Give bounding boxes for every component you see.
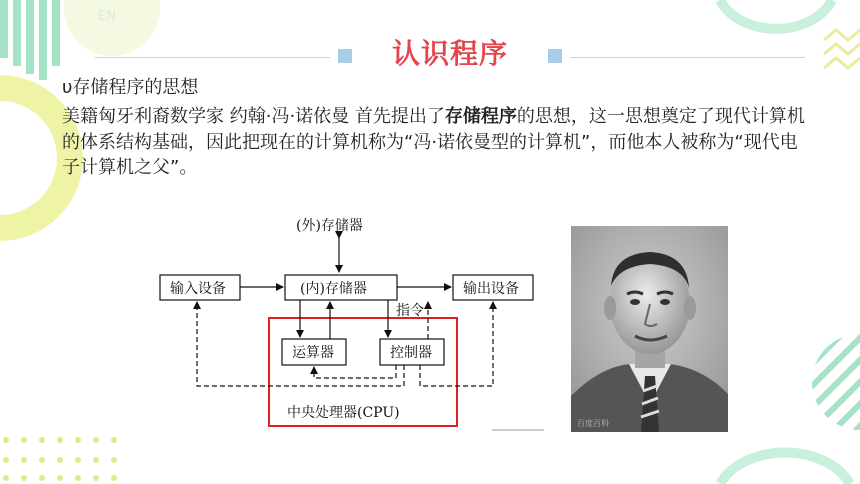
- slide-title: 认识程序: [391, 37, 508, 70]
- photo-watermark: 百度百科: [577, 419, 609, 428]
- body-paragraph: [62, 104, 810, 181]
- cpu-label: 中央处理器(CPU): [287, 405, 400, 421]
- yellow-ring-decoration: [0, 88, 70, 228]
- green-ring-decoration: [720, 0, 832, 29]
- title-right-line: [570, 57, 805, 58]
- instruction-label: 指令: [396, 303, 424, 319]
- dots-decoration: [3, 437, 117, 481]
- controller-label: 控制器: [390, 345, 432, 361]
- green-stripes-decoration: [0, 0, 60, 80]
- von-neumann-diagram: [152, 208, 552, 434]
- bottom-arc-decoration: [720, 453, 850, 484]
- external-storage-label: (外)存储器: [296, 218, 363, 234]
- portrait-photo: [571, 226, 728, 432]
- watermark-text: EN: [98, 9, 116, 24]
- body-text-suffix: 的思想，这一思想奠定了现代计算机的体系结构基础，因此把现在的计算机称为“冯·诺依曼型的计算机”，而他本人被称为“现代电子计算机之父”。: [62, 106, 805, 178]
- title-right-square: [548, 49, 562, 63]
- title-bar: [95, 28, 805, 78]
- body-text-prefix: 美籍匈牙利裔数学家 约翰·冯·诺依曼 首先提出了: [62, 106, 445, 127]
- output-device-label: 输出设备: [463, 281, 519, 297]
- zigzag-decoration: [824, 30, 860, 68]
- alu-label: 运算器: [292, 345, 334, 361]
- striped-circle-decoration: [780, 316, 860, 456]
- input-device-label: 输入设备: [170, 281, 226, 297]
- internal-storage-label: (内)存储器: [300, 281, 367, 297]
- body-text-bold: 存储程序: [444, 106, 517, 127]
- section-heading: υ存储程序的思想: [62, 77, 199, 98]
